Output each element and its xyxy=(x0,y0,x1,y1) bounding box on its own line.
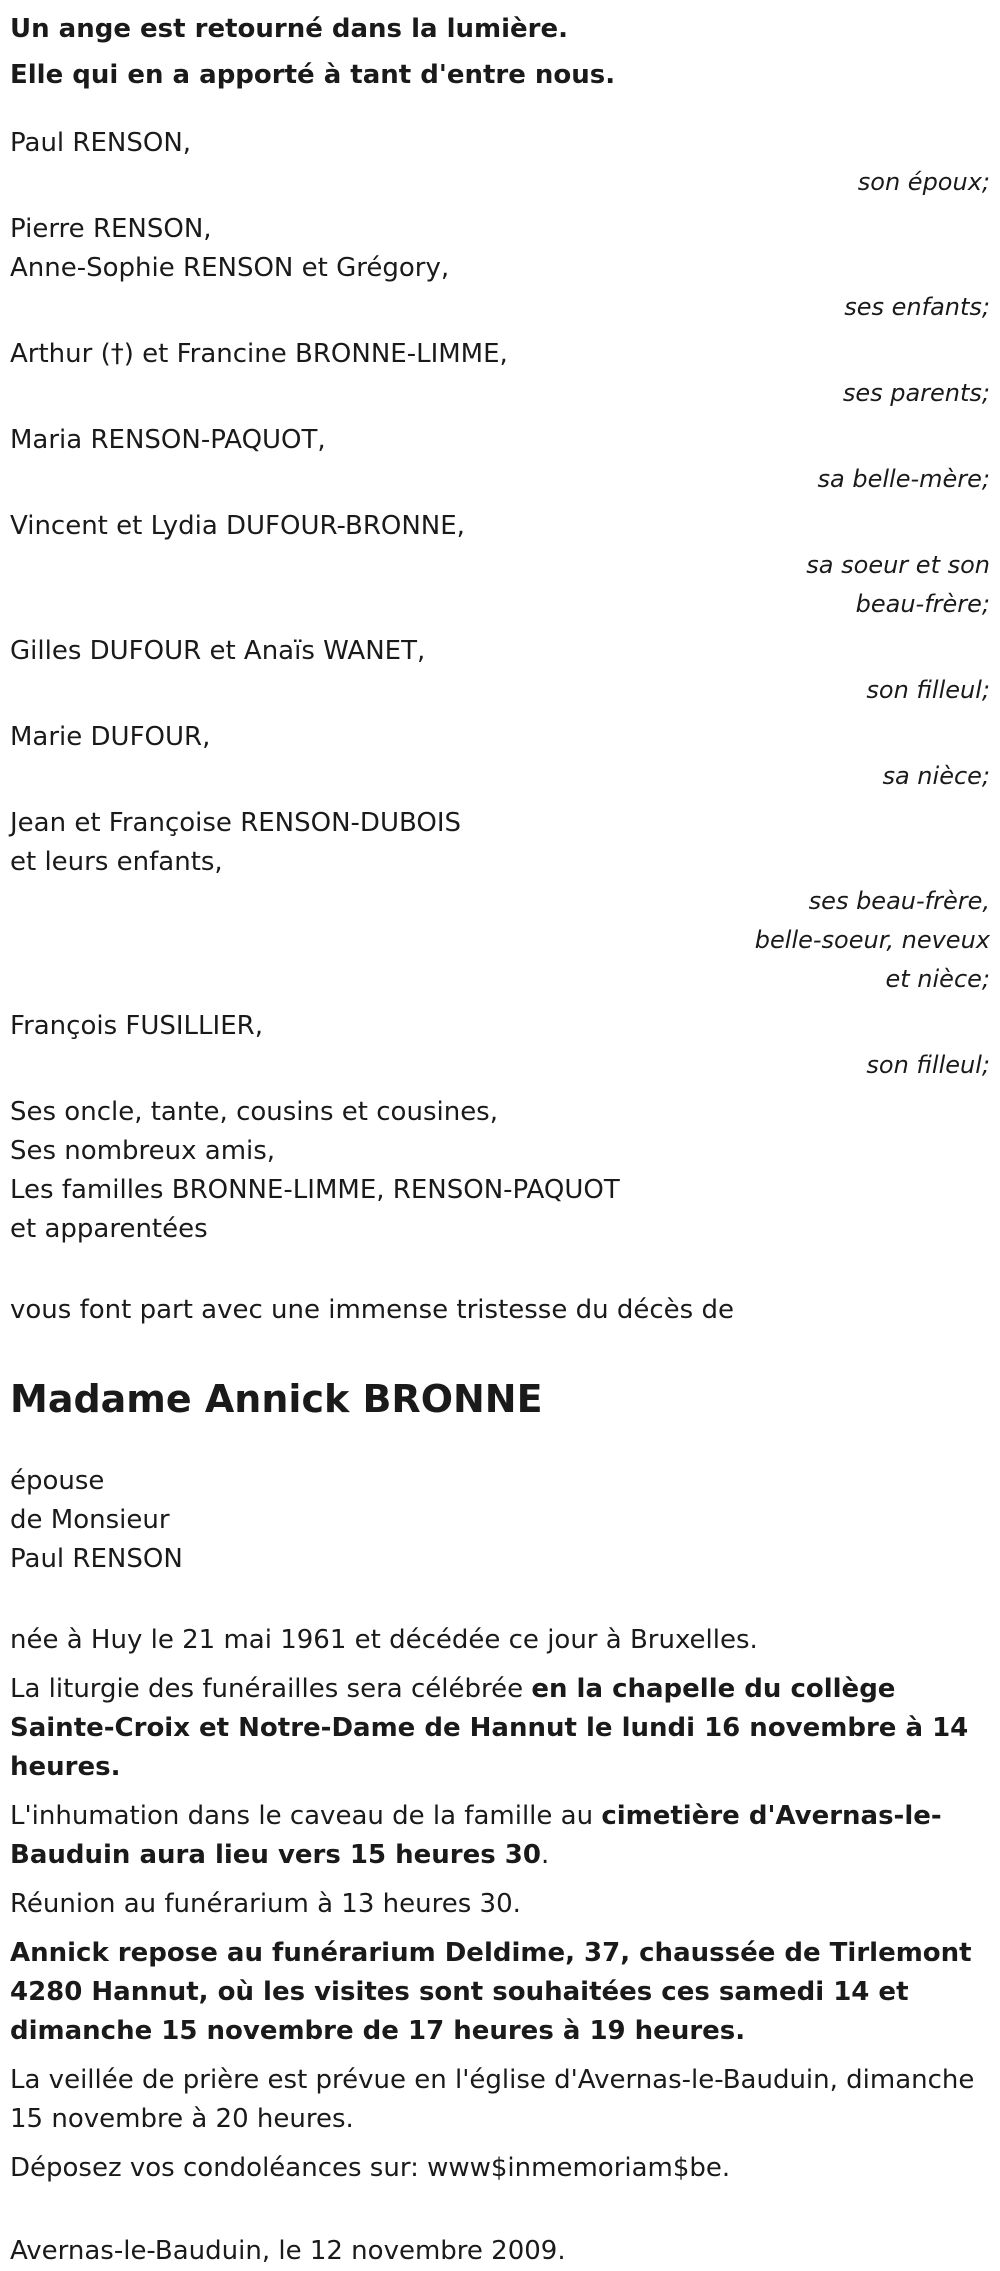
announcement: vous font part avec une immense tristesse du décès de xyxy=(10,1295,734,1325)
burial-info xyxy=(10,1797,990,1875)
reunion-info: Réunion au funérarium à 13 heures 30. xyxy=(10,1889,521,1919)
family-relation-line: beau-frère; xyxy=(855,590,990,618)
other-mourners xyxy=(10,1093,990,1249)
family-name-line: Anne-Sophie RENSON et Grégory, xyxy=(10,253,450,283)
family-name-line: François FUSILLIER, xyxy=(10,1011,263,1041)
vigil-info: La veillée de prière est prévue en l'église d'Avernas-le-Bauduin, dimanche 15 novembre à 20 heures. xyxy=(10,2065,975,2134)
family-entry xyxy=(10,632,990,710)
family-relation xyxy=(10,163,990,202)
family-entry xyxy=(10,335,990,413)
family-names xyxy=(10,632,990,671)
family-relation xyxy=(10,671,990,710)
burial-text: L'inhumation dans le caveau de la famille au xyxy=(10,1801,602,1831)
family-relation-line: belle-soeur, neveux xyxy=(754,926,990,954)
family-names xyxy=(10,804,990,882)
spouse-line: de Monsieur xyxy=(10,1505,170,1535)
signature-place-date: Avernas-le-Bauduin, le 12 novembre 2009. xyxy=(10,2236,566,2266)
liturgy-text: La liturgie des funérailles sera célébrée xyxy=(10,1674,532,1704)
family-names xyxy=(10,210,990,288)
family-list xyxy=(10,124,990,1085)
family-name-line: Maria RENSON-PAQUOT, xyxy=(10,425,326,455)
family-relation-line: sa soeur et son xyxy=(806,551,990,579)
intro-quote xyxy=(10,6,990,98)
other-mourners-line: Ses oncle, tante, cousins et cousines, xyxy=(10,1097,498,1127)
burial-location: cimetière d'Avernas-le-Bauduin aura lieu vers 15 heures 30 xyxy=(10,1801,942,1870)
family-relation xyxy=(10,460,990,499)
family-names xyxy=(10,507,990,546)
spouse-line: épouse xyxy=(10,1466,105,1496)
spouse-line: Paul RENSON xyxy=(10,1544,183,1574)
other-mourners-line: Ses nombreux amis, xyxy=(10,1136,276,1166)
family-relation-line: ses enfants; xyxy=(844,293,990,321)
family-name-line: Arthur (†) et Francine BRONNE-LIMME, xyxy=(10,339,508,369)
visit-info: Annick repose au funérarium Deldime, 37, chaussée de Tirlemont 4280 Hannut, où les visites sont souhaitées ces samedi 14 et dimanche 15 novembre de 17 heures à 19 heures. xyxy=(10,1938,972,2046)
liturgy-location: en la chapelle du collège Sainte-Croix et Notre-Dame de Hannut le lundi 16 novembre à 14 heures. xyxy=(10,1674,969,1782)
birth-death-info: née à Huy le 21 mai 1961 et décédée ce jour à Bruxelles. xyxy=(10,1625,758,1655)
family-relation xyxy=(10,757,990,796)
family-name-line: Gilles DUFOUR et Anaïs WANET, xyxy=(10,636,426,666)
family-relation-line: ses beau-frère, xyxy=(808,887,990,915)
family-entry xyxy=(10,1007,990,1085)
family-names xyxy=(10,421,990,460)
spouse-info xyxy=(10,1462,990,1579)
condolences-info: Déposez vos condoléances sur: www$inmemoriam$be. xyxy=(10,2153,731,2183)
family-relation-line: sa belle-mère; xyxy=(817,465,990,493)
family-relation-line: son époux; xyxy=(857,168,990,196)
family-name-line: Pierre RENSON, xyxy=(10,214,212,244)
liturgy-info xyxy=(10,1670,990,1787)
family-relation-line: son filleul; xyxy=(866,1051,990,1079)
family-relation-line: son filleul; xyxy=(866,676,990,704)
family-name-line: Marie DUFOUR, xyxy=(10,722,211,752)
family-relation-line: ses parents; xyxy=(842,379,990,407)
family-relation xyxy=(10,546,990,624)
other-mourners-line: Les familles BRONNE-LIMME, RENSON-PAQUOT xyxy=(10,1175,620,1205)
family-entry xyxy=(10,124,990,202)
intro-line-2: Elle qui en a apporté à tant d'entre nous. xyxy=(10,60,616,90)
family-name-line: Jean et Françoise RENSON-DUBOIS xyxy=(10,808,462,838)
family-name-line: Vincent et Lydia DUFOUR-BRONNE, xyxy=(10,511,465,541)
family-entry xyxy=(10,210,990,327)
intro-line-1: Un ange est retourné dans la lumière. xyxy=(10,14,568,44)
family-entry xyxy=(10,507,990,624)
family-entry xyxy=(10,804,990,999)
family-name-line: et leurs enfants, xyxy=(10,847,223,877)
family-names xyxy=(10,124,990,163)
family-relation xyxy=(10,374,990,413)
family-relation-line: sa nièce; xyxy=(882,762,990,790)
burial-end: . xyxy=(540,1840,550,1870)
family-names xyxy=(10,335,990,374)
family-relation xyxy=(10,288,990,327)
family-relation xyxy=(10,882,990,999)
family-names xyxy=(10,718,990,757)
family-relation xyxy=(10,1046,990,1085)
family-names xyxy=(10,1007,990,1046)
deceased-name: Madame Annick BRONNE xyxy=(10,1377,543,1421)
family-entry xyxy=(10,421,990,499)
family-name-line: Paul RENSON, xyxy=(10,128,192,158)
family-relation-line: et nièce; xyxy=(885,965,990,993)
other-mourners-line: et apparentées xyxy=(10,1214,208,1244)
family-entry xyxy=(10,718,990,796)
